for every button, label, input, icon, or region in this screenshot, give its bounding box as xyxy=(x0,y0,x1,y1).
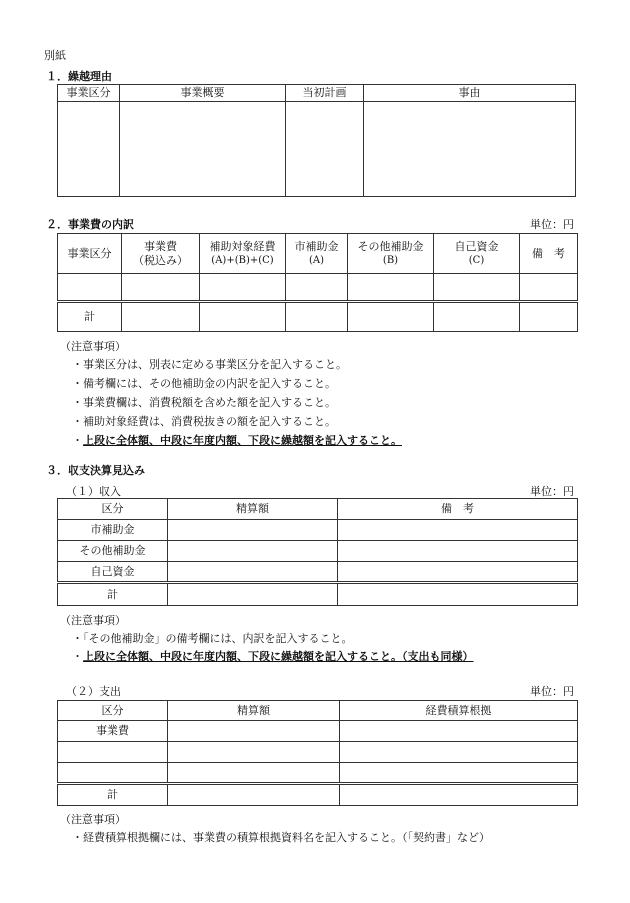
total-label: 計 xyxy=(58,583,168,606)
header-cell: 精算額 xyxy=(168,701,340,721)
row-label: 市補助金 xyxy=(58,520,168,541)
table-row xyxy=(58,102,576,197)
header-cell: 事業費 （税込み） xyxy=(122,234,200,274)
table-row xyxy=(58,562,578,583)
header-cell: 当初計画 xyxy=(286,85,364,102)
note-item: ・補助対象経費は、消費税抜きの額を記入すること。 xyxy=(72,415,336,428)
table-row xyxy=(58,541,578,562)
header-cell: 事業概要 xyxy=(120,85,286,102)
cost-breakdown-table xyxy=(57,233,578,332)
table-row xyxy=(58,721,578,742)
unit-label: 単位：円 xyxy=(530,218,574,231)
table-row xyxy=(58,520,578,541)
header-cell: 市補助金 (A) xyxy=(286,234,348,274)
empty-cell[interactable] xyxy=(58,102,120,197)
header-cell: 区分 xyxy=(58,701,168,721)
empty-cell[interactable] xyxy=(120,102,286,197)
income-table xyxy=(57,498,578,606)
header-cell: 自己資金 (C) xyxy=(434,234,520,274)
notes-title: （注意事項） xyxy=(60,813,126,826)
note-item-emphasis: ・上段に全体額、中段に年度内額、下段に繰越額を記入すること。 xyxy=(72,434,402,447)
table-row xyxy=(58,742,578,763)
header-cell: 備 考 xyxy=(338,499,578,520)
note-item: ・事業費欄は、消費税額を含めた額を記入すること。 xyxy=(72,396,336,409)
total-row xyxy=(58,583,578,606)
total-row xyxy=(58,784,578,806)
note-item: ・「その他補助金」の備考欄には、内訳を記入すること。 xyxy=(72,632,353,645)
document-label: 別紙 xyxy=(44,49,66,62)
header-cell: その他補助金 (B) xyxy=(348,234,434,274)
empty-cell[interactable] xyxy=(286,102,364,197)
total-label: 計 xyxy=(58,302,122,332)
header-cell: 備 考 xyxy=(520,234,578,274)
unit-label: 単位：円 xyxy=(530,685,574,698)
total-row xyxy=(58,302,578,332)
note-item: ・備考欄には、その他補助金の内訳を記入すること。 xyxy=(72,377,336,390)
header-cell: 区分 xyxy=(58,499,168,520)
empty-cell[interactable] xyxy=(364,102,576,197)
header-cell: 精算額 xyxy=(168,499,338,520)
header-cell: 事業区分 xyxy=(58,85,120,102)
header-cell: 事業区分 xyxy=(58,234,122,274)
row-label: 自己資金 xyxy=(58,562,168,583)
header-cell: 補助対象経費 (A)+(B)+(C) xyxy=(200,234,286,274)
notes-title: （注意事項） xyxy=(60,340,126,353)
note-item-emphasis: ・上段に全体額、中段に年度内額、下段に繰越額を記入すること。（支出も同様） xyxy=(72,650,474,663)
header-cell: 経費積算根拠 xyxy=(340,701,578,721)
section1-title: １．繰越理由 xyxy=(46,70,112,83)
note-item: ・事業区分は、別表に定める事業区分を記入すること。 xyxy=(72,358,347,371)
table-row xyxy=(58,274,578,302)
table-row xyxy=(58,763,578,784)
expense-title: （２）支出 xyxy=(66,685,121,698)
header-cell: 事由 xyxy=(364,85,576,102)
unit-label: 単位：円 xyxy=(530,485,574,498)
section2-title: ２．事業費の内訳 xyxy=(46,218,134,231)
income-title: （１）収入 xyxy=(66,485,121,498)
total-label: 計 xyxy=(58,784,168,806)
section3-title: ３．収支決算見込み xyxy=(46,464,145,477)
reason-table xyxy=(57,84,576,197)
row-label: 事業費 xyxy=(58,721,168,742)
row-label: その他補助金 xyxy=(58,541,168,562)
note-item: ・経費積算根拠欄には、事業費の積算根拠資料名を記入すること。（「契約書」など） xyxy=(72,831,490,844)
notes-title: （注意事項） xyxy=(60,614,126,627)
expense-table xyxy=(57,700,578,806)
